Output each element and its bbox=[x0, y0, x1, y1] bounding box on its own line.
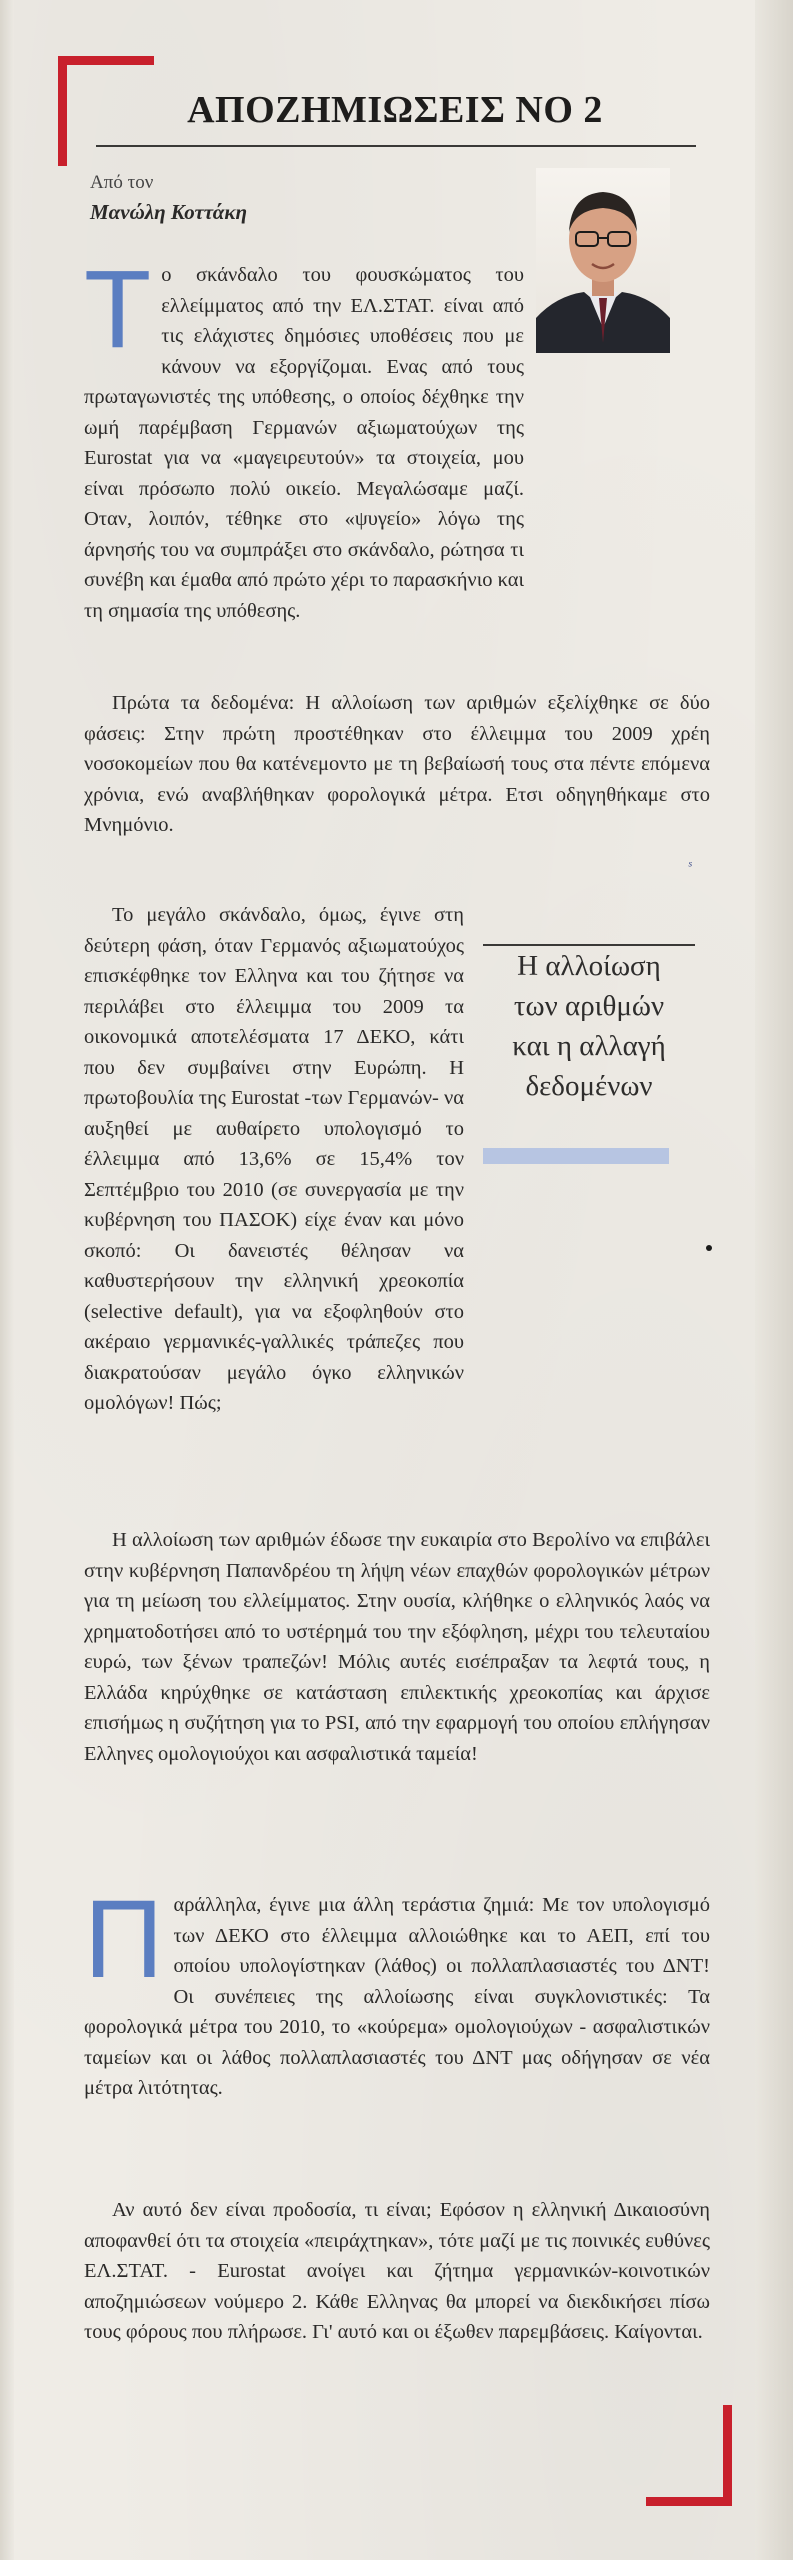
dropcap-p: Π bbox=[84, 1878, 164, 2001]
pullquote-accent-bar bbox=[483, 1148, 669, 1164]
dropcap-t: Τ bbox=[84, 248, 152, 371]
paragraph-3: Το μεγάλο σκάνδαλο, όμως, έγινε στη δεύτερη φάση, όταν Γερμανός αξιωματούχος επισκέφθηκε τον Ελληνα και του ζήτησε να περιλάβει στο έλλειμμα του 2009 τα οικονομικά αποτελέσματα 17 ΔΕΚΟ, κάτι που δεν συμβαίνει στην Ευρώπη. Η πρωτοβουλία της Eurostat -των Γερμανών- να αυξηθεί με αυθαίρετο υπολογισμό το έλλειμμα από 13,6% σε 15,4% τον Σεπτέμβριο του 2010 (σε συνεργασία με την κυβέρνηση του ΠΑΣΟΚ) είχε έναν και μόνο σκοπό: Οι δανειστές θέλησαν να καθυστερήσουν την ελληνική χρεοκοπία (selective default), για να εξοφληθούν στο ακέραιο γερμανικές-γαλλικές τράπεζες που διακρατούσαν μεγάλο όγκο ελληνικών ομολόγων! Πώς; bbox=[84, 904, 464, 1414]
paragraph-1: ο σκάνδαλο του φουσκώματος του ελλείμματος από την ΕΛ.ΣΤΑΤ. είναι από τις ελάχιστες δημόσιες υποθέσεις που με κάνουν να εξοργίζομαι. Ενας από τους πρωταγωνιστές της υπόθεσης, ο οποίος δέχθηκε την ωμή παρέμβαση Γερμανών αξιωματούχων της Eurostat για να «μαγειρευτούν» τα στοιχεία, μου είναι πρόσωπο πολύ οικείο. Μεγαλώσαμε μαζί. Οταν, λοιπόν, τέθηκε στο «ψυγείο» λόγω της άρνησής του να συμπράξει στο σκάνδαλο, ρώτησα τι συνέβη και έμαθα από πρώτο χέρι το παρασκήνιο και τη σημασία της υπόθεσης. bbox=[84, 264, 524, 622]
paragraph-4: Η αλλοίωση των αριθμών έδωσε την ευκαιρία στο Βερολίνο να επιβάλει στην κυβέρνηση Παπανδρέου τη λήψη νέων επαχθών φορολογικών μέτρων για τη μείωση του ελλείμματος. Στην ουσία, κλήθηκε ο ελληνικός λαός να χρηματοδοτήσει από το υστέρημά του την εξόφληση, μέχρι του τελευταίου ευρώ, των ξένων τραπεζών! Μόλις αυτές εισέπραξαν τα λεφτά τους, η Ελλάδα κηρύχθηκε σε κατάσταση επιλεκτικής χρεοκοπίας και άρχισε επισήμως η συζήτηση για το PSI, από την εφαρμογή του οποίου επλήγησαν Ελληνες ομολογιούχοι και ασφαλιστικά ταμεία! bbox=[84, 1529, 710, 1765]
corner-bracket-top-left-vertical bbox=[58, 56, 67, 166]
paragraph-intro-top bbox=[84, 248, 524, 626]
print-dot bbox=[706, 1245, 712, 1251]
pullquote-line-1: Η αλλοίωση bbox=[517, 950, 661, 982]
corner-bracket-top-left bbox=[58, 56, 154, 65]
byline-author: Μανώλη Κοττάκη bbox=[90, 200, 248, 224]
pullquote-line-2: των αριθμών bbox=[513, 990, 665, 1022]
corner-bracket-bottom-right-vertical bbox=[723, 2405, 732, 2506]
author-photo bbox=[536, 168, 670, 353]
paragraph-5: αράλληλα, έγινε μια άλλη τεράστια ζημιά: Με τον υπολογισμό των ΔΕΚΟ στο έλλειμμα αλλοιώθηκε και το ΑΕΠ, επί του οποίου υπολογίστηκαν (λάθος) οι πολλαπλασιαστές του ΔΝΤ! Οι συνέπειες της αλλοίωσης είναι συγκλονιστικές: Τα φορολογικά μέτρα του 2010, το «κούρεμα» ομολογιούχων - ασφαλιστικών ταμείων και οι λάθος πολλαπλασιαστές του ΔΝΤ μας οδήγησαν σε νέα μέτρα λιτότητας. bbox=[84, 1894, 710, 2099]
pullquote-line-3: και η αλλαγή bbox=[512, 1030, 666, 1062]
paragraph-6: Αν αυτό δεν είναι προδοσία, τι είναι; Εφόσον η ελληνική Δικαιοσύνη αποφανθεί ότι τα στοιχεία «πειράχτηκαν», τότε μαζί με τις ποινικές ευθύνες ΕΛ.ΣΤΑΤ. - Eurostat ανοίγει και ζήτημα γερμανικών-κοινοτικών αποζημιώσεων νούμερο 2. Κάθε Ελληνας θα μπορεί να διεκδικήσει πίσω τους φόρους που πλήρωσε. Γι' αυτό και οι έξωθεν παρεμβάσεις. Καίγονται. bbox=[84, 2199, 710, 2343]
corner-bracket-bottom-right bbox=[646, 2497, 732, 2506]
page-edge-left bbox=[0, 0, 14, 2560]
pullquote bbox=[483, 946, 695, 1106]
pullquote-line-4: δεδομένων bbox=[525, 1070, 653, 1102]
paragraph-2: Πρώτα τα δεδομένα: Η αλλοίωση των αριθμών εξελίχθηκε σε δύο φάσεις: Στην πρώτη προστέθηκαν στο έλλειμμα του 2009 χρέη νοσοκομείων που θα κατένεμοντο με τη βεβαίωσή τους στα πέντε επόμενα χρόνια, ενώ αναβλήθηκαν φορολογικά μέτρα. Ετσι οδηγηθήκαμε στο Μνημόνιο. bbox=[84, 692, 710, 836]
article-headline: ΑΠΟΖΗΜΙΩΣΕΙΣ ΝΟ 2 bbox=[187, 89, 603, 131]
paragraph-intro-bottom bbox=[84, 1878, 710, 2104]
page-edge-right bbox=[755, 0, 793, 2560]
headline-rule bbox=[96, 145, 696, 147]
byline-prefix: Από τον bbox=[90, 172, 154, 193]
margin-mark: ˢ bbox=[688, 858, 692, 875]
